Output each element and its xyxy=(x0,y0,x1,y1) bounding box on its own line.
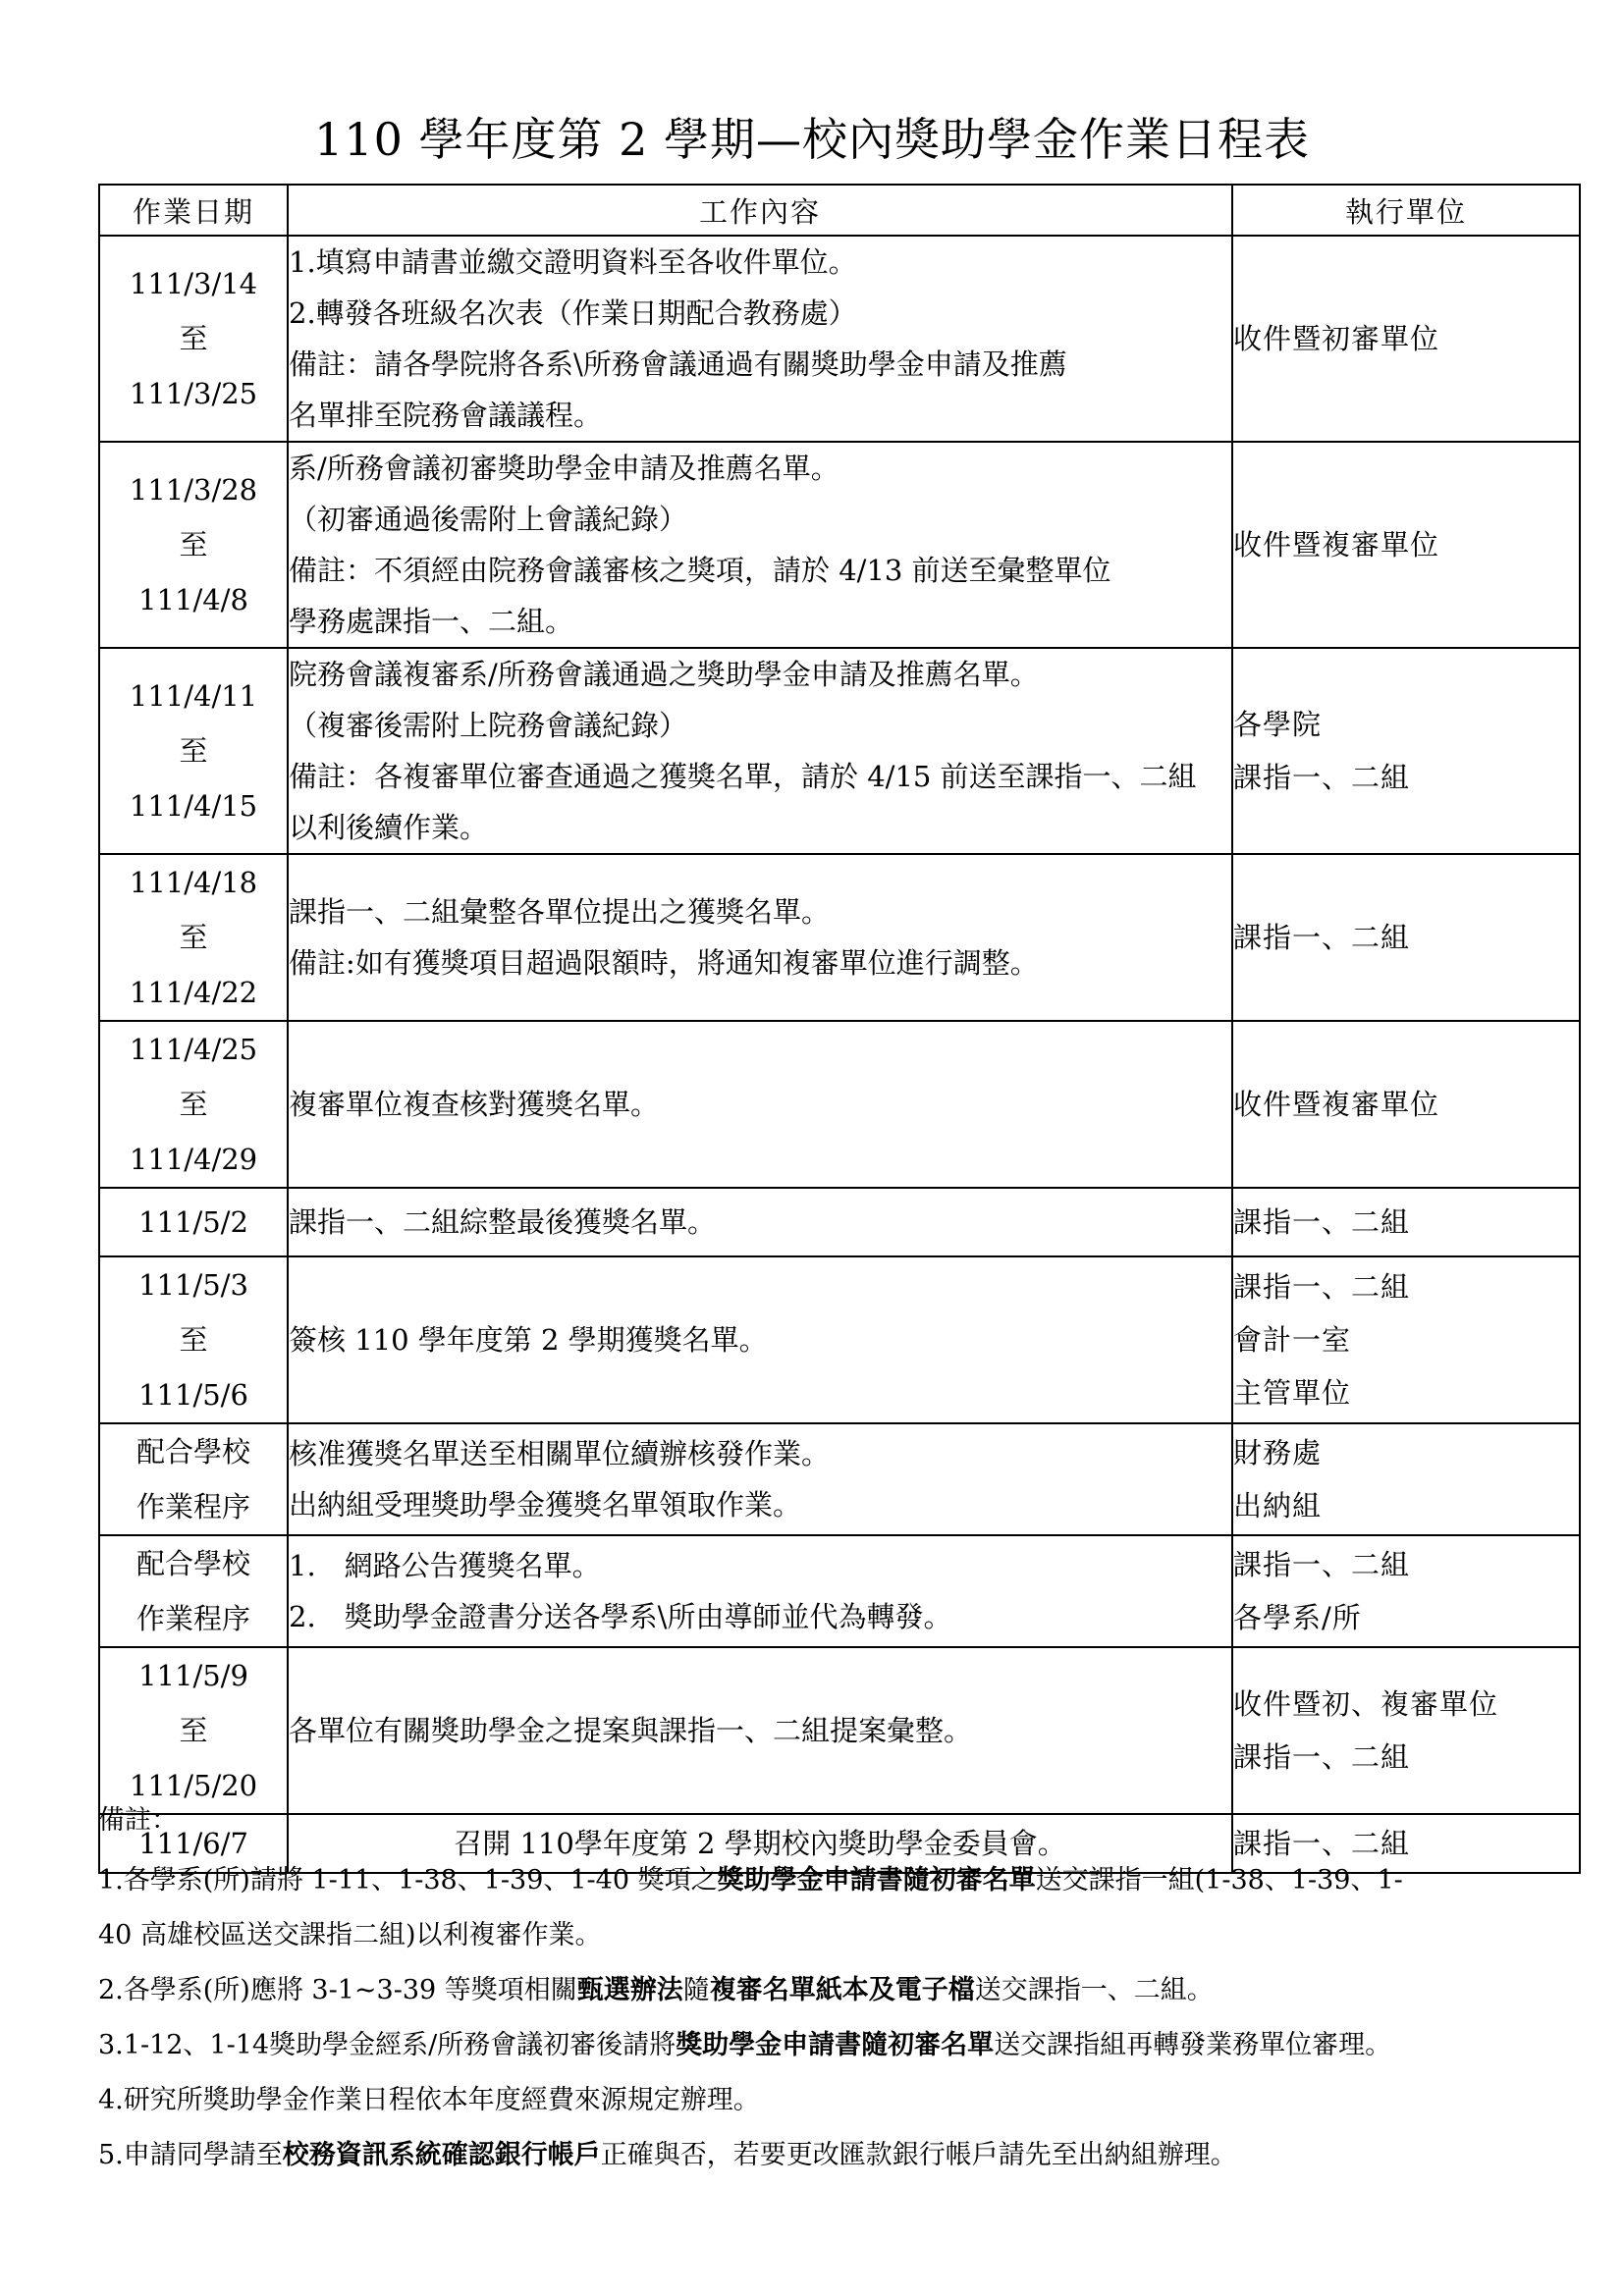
unit-cell xyxy=(1232,1423,1580,1535)
content-cell xyxy=(288,854,1232,1021)
date-line: 111/4/22 xyxy=(129,976,258,1009)
content-line: 備註：不須經由院務會議審核之獎項，請於 4/13 前送至彙整單位 xyxy=(289,554,1111,587)
date-line: 111/3/28 xyxy=(129,473,258,507)
table-row xyxy=(99,236,1580,442)
content-line: 召開 110學年度第 2 學期校內獎助學金委員會。 xyxy=(454,1827,1066,1860)
date-line: 111/3/14 xyxy=(129,267,258,300)
date-line: 至 xyxy=(179,322,208,355)
note-text: 40 高雄校區送交課指二組)以利複審作業。 xyxy=(98,1920,602,1950)
content-line: 2.轉發各班級名次表（作業日期配合教務處） xyxy=(289,296,857,330)
date-cell xyxy=(99,236,288,442)
date-line: 至 xyxy=(179,1088,208,1121)
note-item xyxy=(98,2018,1591,2073)
header-unit: 執行單位 xyxy=(1232,185,1580,236)
unit-line: 主管單位 xyxy=(1233,1376,1352,1410)
content-line: 課指一、二組綜整最後獲獎名單。 xyxy=(289,1205,717,1239)
note-text: 送交課指組再轉發業務單位審理。 xyxy=(994,2030,1392,2060)
content-cell xyxy=(288,1021,1232,1188)
date-line: 111/5/6 xyxy=(138,1378,248,1412)
content-line: 名單排至院務會議議程。 xyxy=(289,399,603,432)
note-line xyxy=(98,1853,1591,1908)
note-emphasis: 校務資訊系統確認銀行帳戶 xyxy=(282,2140,601,2170)
date-cell xyxy=(99,1535,288,1647)
unit-line: 收件暨初審單位 xyxy=(1233,322,1440,355)
content-cell xyxy=(288,236,1232,442)
date-cell xyxy=(99,854,288,1021)
content-line: 備註：請各學院將各系\所務會議通過有關獎助學金申請及推薦 xyxy=(289,347,1067,381)
date-line: 111/5/9 xyxy=(138,1659,248,1692)
note-text: 1.各學系(所)請將 1-11、1-38、1-39、1-40 獎項之 xyxy=(98,1865,718,1896)
date-line: 111/4/8 xyxy=(138,583,248,616)
note-text: 送交課指一組(1-38、1-39、1- xyxy=(1035,1865,1403,1896)
content-line: 1.填寫申請書並繳交證明資料至各收件單位。 xyxy=(289,245,857,279)
unit-cell xyxy=(1232,1188,1580,1256)
page-title: 110 學年度第 2 學期—校內獎助學金作業日程表 xyxy=(314,113,1310,166)
notes-section xyxy=(98,1796,1591,2183)
table-row xyxy=(99,1423,1580,1535)
date-line: 111/4/15 xyxy=(129,789,258,823)
note-line xyxy=(98,1963,1591,2018)
content-line: 核准獲獎名單送至相關單位續辦核發作業。 xyxy=(289,1437,831,1470)
note-item xyxy=(98,2073,1591,2128)
unit-line: 課指一、二組 xyxy=(1233,921,1411,954)
notes-list xyxy=(98,1853,1591,2183)
unit-cell xyxy=(1232,1256,1580,1423)
content-line: 以利後續作業。 xyxy=(289,811,489,844)
note-item xyxy=(98,2128,1591,2183)
unit-cell xyxy=(1232,442,1580,648)
date-line: 111/5/20 xyxy=(129,1769,258,1802)
date-line: 至 xyxy=(179,1714,208,1747)
content-line: （初審通過後需附上會議紀錄） xyxy=(289,503,688,536)
content-cell xyxy=(288,442,1232,648)
date-line: 至 xyxy=(179,734,208,768)
note-text: 3.1-12、1-14獎助學金經系/所務會議初審後請將 xyxy=(98,2030,677,2060)
unit-line: 收件暨複審單位 xyxy=(1233,528,1440,561)
date-line: 111/6/7 xyxy=(138,1827,248,1860)
date-line: 111/4/25 xyxy=(129,1033,258,1066)
table-row xyxy=(99,442,1580,648)
unit-line: 收件暨複審單位 xyxy=(1233,1088,1440,1121)
content-cell xyxy=(288,648,1232,854)
content-line: 1. 網路公告獲獎名單。 xyxy=(289,1549,601,1582)
content-line: （複審後需附上院務會議紀錄） xyxy=(289,709,688,742)
note-line xyxy=(98,2073,1591,2128)
content-line: 備註：各複審單位審查通過之獲獎名單，請於 4/15 前送至課指一、二組 xyxy=(289,760,1197,793)
content-cell xyxy=(288,1188,1232,1256)
note-item xyxy=(98,1853,1591,1963)
unit-line: 課指一、二組 xyxy=(1233,1205,1411,1239)
content-line: 複審單位複查核對獲獎名單。 xyxy=(289,1088,660,1121)
schedule-table xyxy=(98,184,1581,1874)
date-line: 至 xyxy=(179,921,208,954)
content-cell xyxy=(288,1535,1232,1647)
unit-line: 會計一室 xyxy=(1233,1323,1352,1357)
table-row xyxy=(99,1021,1580,1188)
date-cell xyxy=(99,1256,288,1423)
date-line: 111/4/18 xyxy=(129,866,258,899)
content-cell xyxy=(288,1423,1232,1535)
unit-line: 出納組 xyxy=(1233,1489,1323,1522)
unit-line: 課指一、二組 xyxy=(1233,1270,1411,1304)
notes-label: 備註： xyxy=(98,1805,178,1836)
date-line: 作業程序 xyxy=(135,1490,250,1523)
date-line: 111/4/29 xyxy=(129,1143,258,1176)
content-line: 院務會議複審系/所務會議通過之獎助學金申請及推薦名單。 xyxy=(289,658,1039,691)
date-cell xyxy=(99,1423,288,1535)
note-emphasis: 獎助學金申請書隨初審名單 xyxy=(717,1865,1036,1896)
note-text: 正確與否，若要更改匯款銀行帳戶請先至出納組辦理。 xyxy=(600,2140,1237,2170)
note-line xyxy=(98,2128,1591,2183)
unit-line: 課指一、二組 xyxy=(1233,1548,1411,1581)
content-cell xyxy=(288,1256,1232,1423)
table-body xyxy=(99,236,1580,1873)
table-row xyxy=(99,1535,1580,1647)
unit-cell xyxy=(1232,1647,1580,1814)
unit-cell xyxy=(1232,854,1580,1021)
content-line: 課指一、二組彙整各單位提出之獲獎名單。 xyxy=(289,895,831,929)
unit-cell xyxy=(1232,236,1580,442)
unit-cell xyxy=(1232,1535,1580,1647)
date-line: 111/5/3 xyxy=(138,1268,248,1302)
note-line xyxy=(98,1908,1591,1963)
date-line: 111/3/25 xyxy=(129,377,258,410)
unit-line: 課指一、二組 xyxy=(1233,761,1411,794)
content-line: 2. 獎助學金證書分送各學系\所由導師並代為轉發。 xyxy=(289,1600,952,1633)
content-line: 系/所務會議初審獎助學金申請及推薦名單。 xyxy=(289,452,839,485)
date-line: 至 xyxy=(179,528,208,561)
date-line: 配合學校 xyxy=(135,1435,250,1468)
header-content: 工作內容 xyxy=(288,185,1232,236)
date-cell xyxy=(99,1021,288,1188)
date-line: 111/4/11 xyxy=(129,679,258,713)
date-cell xyxy=(99,442,288,648)
note-text: 送交課指一、二組。 xyxy=(974,1975,1214,2005)
note-line xyxy=(98,2018,1591,2073)
table-row xyxy=(99,854,1580,1021)
table-row xyxy=(99,1256,1580,1423)
note-text: 隨 xyxy=(682,1975,710,2005)
table-row xyxy=(99,1188,1580,1256)
table-row xyxy=(99,648,1580,854)
header-date: 作業日期 xyxy=(99,185,288,236)
date-cell xyxy=(99,648,288,854)
note-text: 5.申請同學請至 xyxy=(98,2140,283,2170)
unit-line: 收件暨初、複審單位 xyxy=(1233,1687,1499,1721)
content-cell xyxy=(288,1647,1232,1814)
date-line: 111/5/2 xyxy=(138,1205,248,1239)
date-line: 配合學校 xyxy=(135,1547,250,1580)
content-line: 學務處課指一、二組。 xyxy=(289,605,574,638)
note-text: 4.研究所獎助學金作業日程依本年度經費來源規定辦理。 xyxy=(98,2085,760,2115)
table-row xyxy=(99,1647,1580,1814)
note-emphasis: 獎助學金申請書隨初審名單 xyxy=(676,2030,995,2060)
unit-line: 課指一、二組 xyxy=(1233,1827,1411,1860)
unit-line: 各學院 xyxy=(1233,708,1323,741)
note-text: 2.各學系(所)應將 3-1~3-39 等獎項相關 xyxy=(98,1975,577,2005)
date-cell xyxy=(99,1647,288,1814)
date-cell xyxy=(99,1188,288,1256)
note-emphasis: 甄選辦法 xyxy=(576,1975,683,2005)
unit-line: 各學系/所 xyxy=(1233,1601,1362,1634)
content-line: 備註:如有獲獎項目超過限額時，將通知複審單位進行調整。 xyxy=(289,946,1039,980)
content-line: 簽核 110 學年度第 2 學期獲獎名單。 xyxy=(289,1323,768,1357)
unit-cell xyxy=(1232,648,1580,854)
table-header-row xyxy=(99,185,1580,236)
unit-cell xyxy=(1232,1021,1580,1188)
unit-line: 財務處 xyxy=(1233,1436,1323,1469)
content-line: 出納組受理獎助學金獲獎名單領取作業。 xyxy=(289,1488,802,1522)
content-line: 各單位有關獎助學金之提案與課指一、二組提案彙整。 xyxy=(289,1714,973,1747)
note-item xyxy=(98,1963,1591,2018)
note-emphasis: 複審名單紙本及電子檔 xyxy=(709,1975,975,2005)
unit-line: 課指一、二組 xyxy=(1233,1740,1411,1774)
date-line: 至 xyxy=(179,1323,208,1357)
date-line: 作業程序 xyxy=(135,1602,250,1635)
